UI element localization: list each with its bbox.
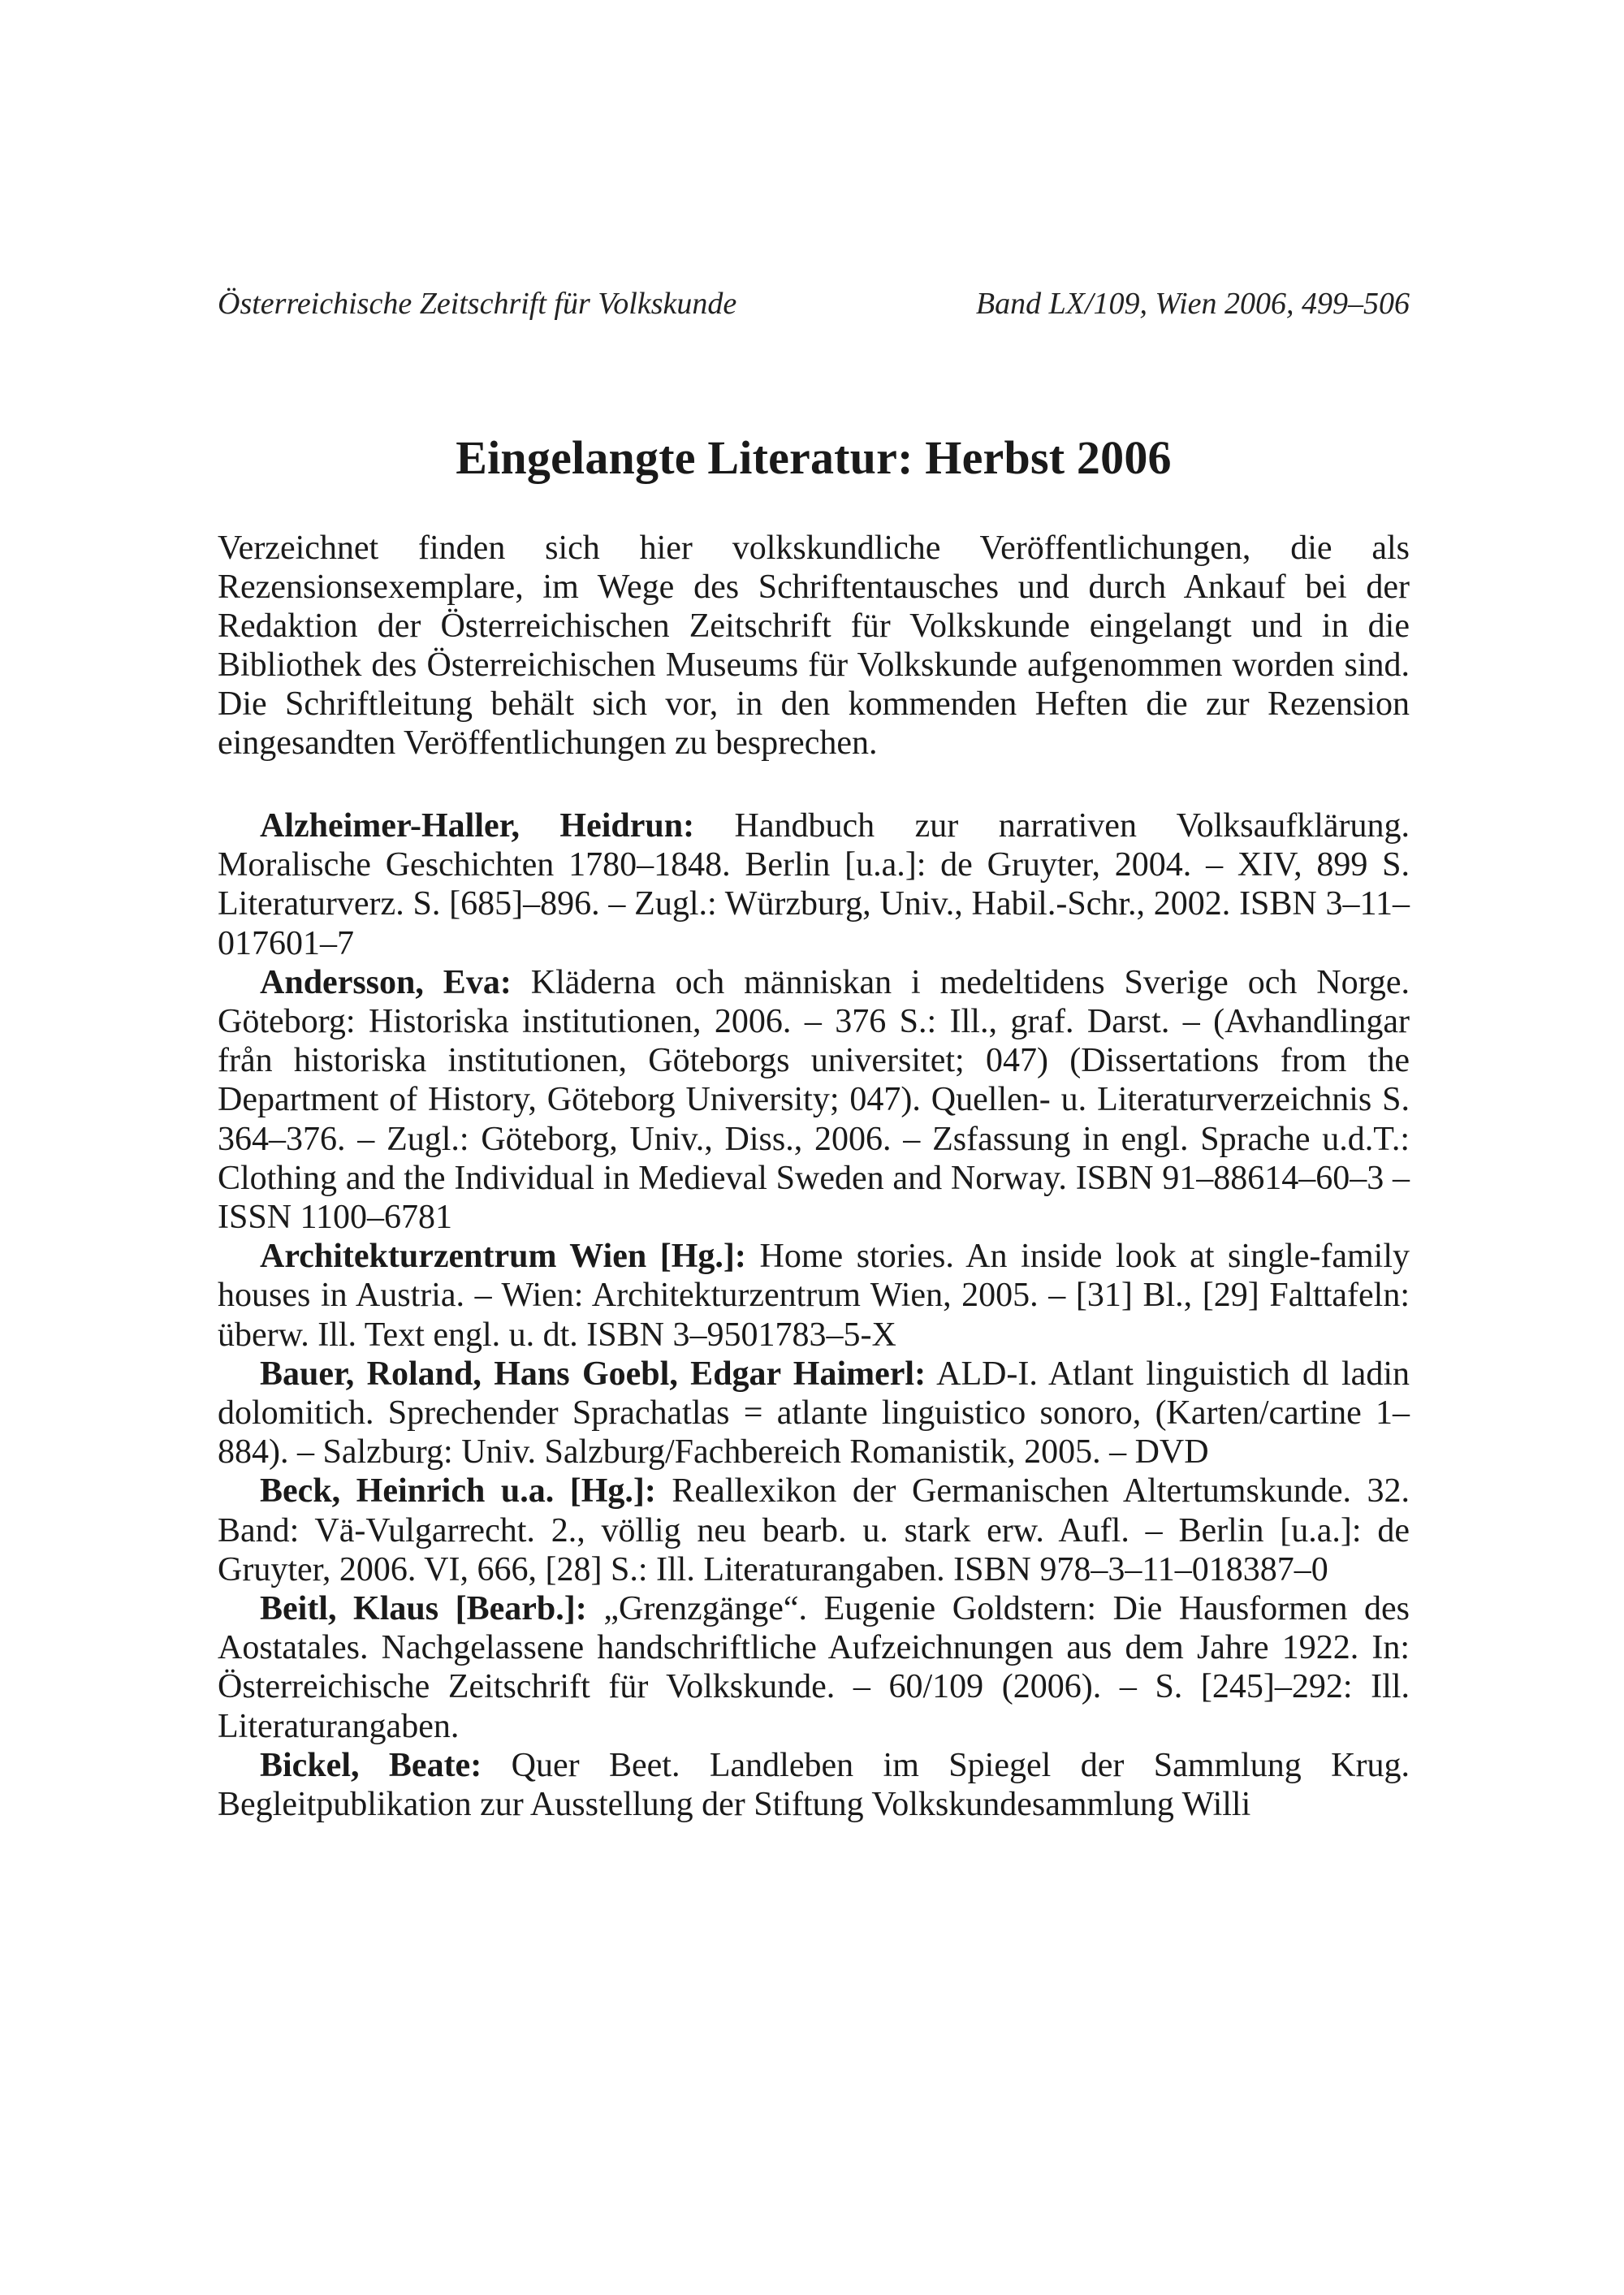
page-title: Eingelangte Literatur: Herbst 2006 — [456, 431, 1172, 484]
journal-name: Österreichische Zeitschrift für Volkskunde — [218, 287, 737, 321]
bibliography-entry — [218, 1472, 1410, 1589]
intro-paragraph: Verzeichnet finden sich hier volkskundliche Veröffentlichungen, die als Rezensionsexemplare, im Wege des Schriftentausches und durch Ankauf bei der Redaktion der Österreichischen Zeitschrift für Volkskunde eingelangt und in die Bibliothek des Österreichischen Museums für Volkskunde aufgenommen worden sind. Die Schriftleitung behält sich vor, in den kommenden Heften die zur Rezension eingesandten Veröffentlichungen zu besprechen. — [218, 529, 1410, 762]
entry-text: Kläderna och människan i medeltidens Sverige och Norge. Göteborg: Historiska institutionen, 2006. – 376 S.: Ill., graf. Darst. – (Avhandlingar från historiska institutionen, Göteborgs universitet; 047) (Dissertations from the Department of History, Göteborg University; 047). Quellen- u. Literaturverzeichnis S. 364–376. – Zugl.: Göteborg, Univ., Diss., 2006. – Zsfassung in engl. Sprache u.d.T.: Clothing and the Individual in Medieval Sweden and Norway. ISBN 91–88614–60–3 – ISSN 1100–6781 — [218, 963, 1410, 1237]
entry-text: ALD-I. Atlant linguistich dl ladin dolomitich. Sprechender Sprachatlas = atlante linguistico sonoro, (Karten/cartine 1–884). – Salzburg: Univ. Salzburg/Fachbereich Romanistik, 2005. – DVD — [218, 1355, 1410, 1472]
entry-text: Handbuch zur narrativen Volksaufklärung. Moralische Geschichten 1780–1848. Berlin [u.a.]: de Gruyter, 2004. – XIV, 899 S. Literaturverz. S. [685]–896. – Zugl.: Würzburg, Univ., Habil.-Schr., 2002. ISBN 3–11–017601–7 — [218, 807, 1410, 962]
bibliography-entry — [218, 1237, 1410, 1355]
bibliography-entry — [218, 963, 1410, 1237]
entry-text: Home stories. An inside look at single-family houses in Austria. – Wien: Architekturzentrum Wien, 2005. – [31] Bl., [29] Falttafeln: überw. Ill. Text engl. u. dt. ISBN 3–9501783–5-X — [218, 1238, 1410, 1354]
document-page — [218, 288, 1410, 1824]
bibliography-list — [218, 806, 1410, 1824]
entry-author: Andersson, Eva: — [260, 963, 512, 1001]
entry-author: Alzheimer-Haller, Heidrun: — [260, 807, 695, 845]
bibliography-entry — [218, 1355, 1410, 1472]
bibliography-entry — [218, 1589, 1410, 1746]
entry-author: Beitl, Klaus [Bearb.]: — [260, 1590, 587, 1628]
entry-author: Beck, Heinrich u.a. [Hg.]: — [260, 1472, 656, 1511]
volume-info: Band LX/109, Wien 2006, 499–506 — [975, 287, 1410, 321]
entry-author: Architekturzentrum Wien [Hg.]: — [260, 1238, 746, 1276]
entry-author: Bickel, Beate: — [260, 1746, 482, 1784]
bibliography-entry — [218, 1746, 1410, 1824]
entry-author: Bauer, Roland, Hans Goebl, Edgar Haimerl: — [260, 1355, 926, 1393]
running-head — [218, 288, 1410, 319]
entry-text: „Grenzgänge“. Eugenie Goldstern: Die Hausformen des Aostatales. Nachgelassene handschriftliche Aufzeichnungen aus dem Jahre 1922. In: Österreichische Zeitschrift für Volkskunde. – 60/109 (2006). – S. [245]–292: Ill. Literaturangaben. — [218, 1590, 1410, 1745]
bibliography-entry — [218, 806, 1410, 963]
entry-text: Quer Beet. Landleben im Spiegel der Sammlung Krug. Begleitpublikation zur Ausstellung der Stiftung Volkskundesammlung Willi — [218, 1746, 1410, 1824]
entry-text: Reallexikon der Germanischen Altertumskunde. 32. Band: Vä-Vulgarrecht. 2., völlig neu bearb. u. stark erw. Aufl. – Berlin [u.a.]: de Gruyter, 2006. VI, 666, [28] S.: Ill. Literaturangaben. ISBN 978–3–11–018387–0 — [218, 1472, 1410, 1588]
